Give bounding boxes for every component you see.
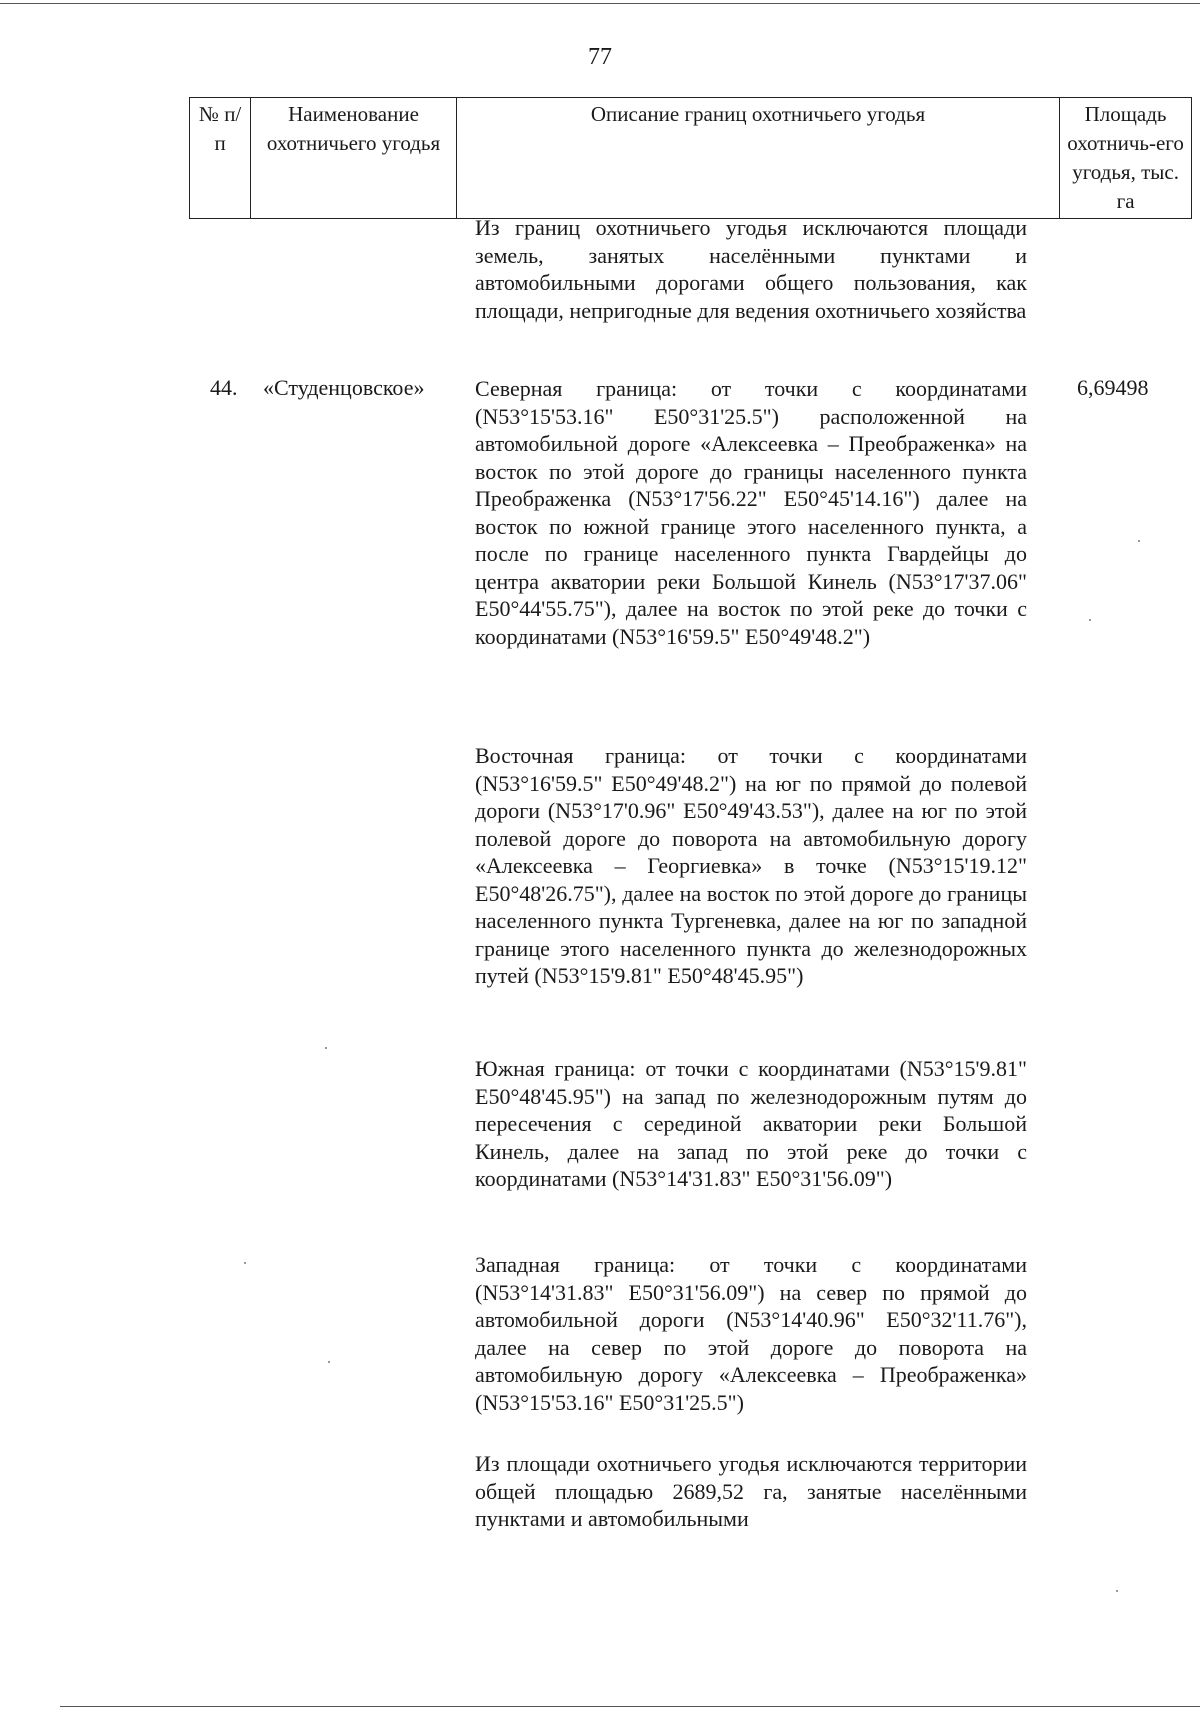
- header-area: Площадь охотничь-его угодья, тыс. га: [1060, 98, 1192, 219]
- entry-number: 44.: [210, 375, 238, 400]
- scan-speck: [1116, 1590, 1118, 1592]
- north-boundary-paragraph: Северная граница: от точки с координатами (N53°15'53.16" E50°31'25.5") расположенной на автомобильной дороге «Алексеевка – Преображенка» на восток по этой дороге до границы населенного пункта Преображенка (N53°17'56.22" E50°45'14.16") далее на восток по южной границе этого населенного пункта, а после по границе населенного пункта Гвардейцы до центра акватории реки Большой Кинель (N53°17'37.06" E50°44'55.75"), далее на восток по этой реке до точки с координатами (N53°16'59.5" E50°49'48.2"): [475, 376, 1027, 649]
- entry-name: «Студенцовское»: [263, 375, 425, 400]
- page-number: 77: [588, 44, 612, 70]
- scan-speck: [325, 1047, 327, 1049]
- header-description: Описание границ охотничьего угодья: [456, 98, 1059, 219]
- header-number: № п/п: [190, 98, 251, 219]
- west-boundary-paragraph: Западная граница: от точки с координатами (N53°14'31.83" E50°31'56.09") на север по прямой до автомобильной дороги (N53°14'40.96" E50°32'11.76"), далее на север по этой дороге до поворота на автомобильную дорогу «Алексеевка – Преображенка» (N53°15'53.16" E50°31'25.5"): [475, 1252, 1027, 1415]
- entry-area: 6,69498: [1077, 375, 1149, 400]
- south-boundary-paragraph: Южная граница: от точки с координатами (N53°15'9.81" E50°48'45.95") на запад по железнодорожным путям до пересечения с серединой акватории реки Большой Кинель, далее на запад по этой реке до точки с координатами (N53°14'31.83" E50°31'56.09"): [475, 1056, 1027, 1191]
- scan-speck: [1089, 619, 1091, 621]
- exclusion-paragraph: Из площади охотничьего угодья исключаются территории общей площадью 2689,52 га, занятые населёнными пунктами и автомобильными: [475, 1451, 1027, 1531]
- scan-speck: [328, 1361, 330, 1363]
- header-name: Наименование охотничьего угодья: [251, 98, 457, 219]
- scan-speck: [244, 1262, 246, 1264]
- scan-speck: [1138, 540, 1140, 542]
- continuation-paragraph: Из границ охотничьего угодья исключаются площади земель, занятых населёнными пунктами и автомобильными дорогами общего пользования, как площади, непригодные для ведения охотничьего хозяйства: [475, 215, 1027, 323]
- table-header: [189, 97, 1192, 219]
- scan-bottom-edge: [60, 1706, 1200, 1707]
- east-boundary-paragraph: Восточная граница: от точки с координатами (N53°16'59.5" E50°49'48.2") на юг по прямой до полевой дороги (N53°17'0.96" E50°49'43.53"), далее на юг по этой полевой дороге до поворота на автомобильную дорогу «Алексеевка – Георгиевка» в точке (N53°15'19.12" E50°48'26.75"), далее на восток по этой дороге до границы населенного пункта Тургеневка, далее на юг по западной границе этого населенного пункта до железнодорожных путей (N53°15'9.81" E50°48'45.95"): [475, 743, 1027, 988]
- scan-top-edge: [0, 3, 1200, 4]
